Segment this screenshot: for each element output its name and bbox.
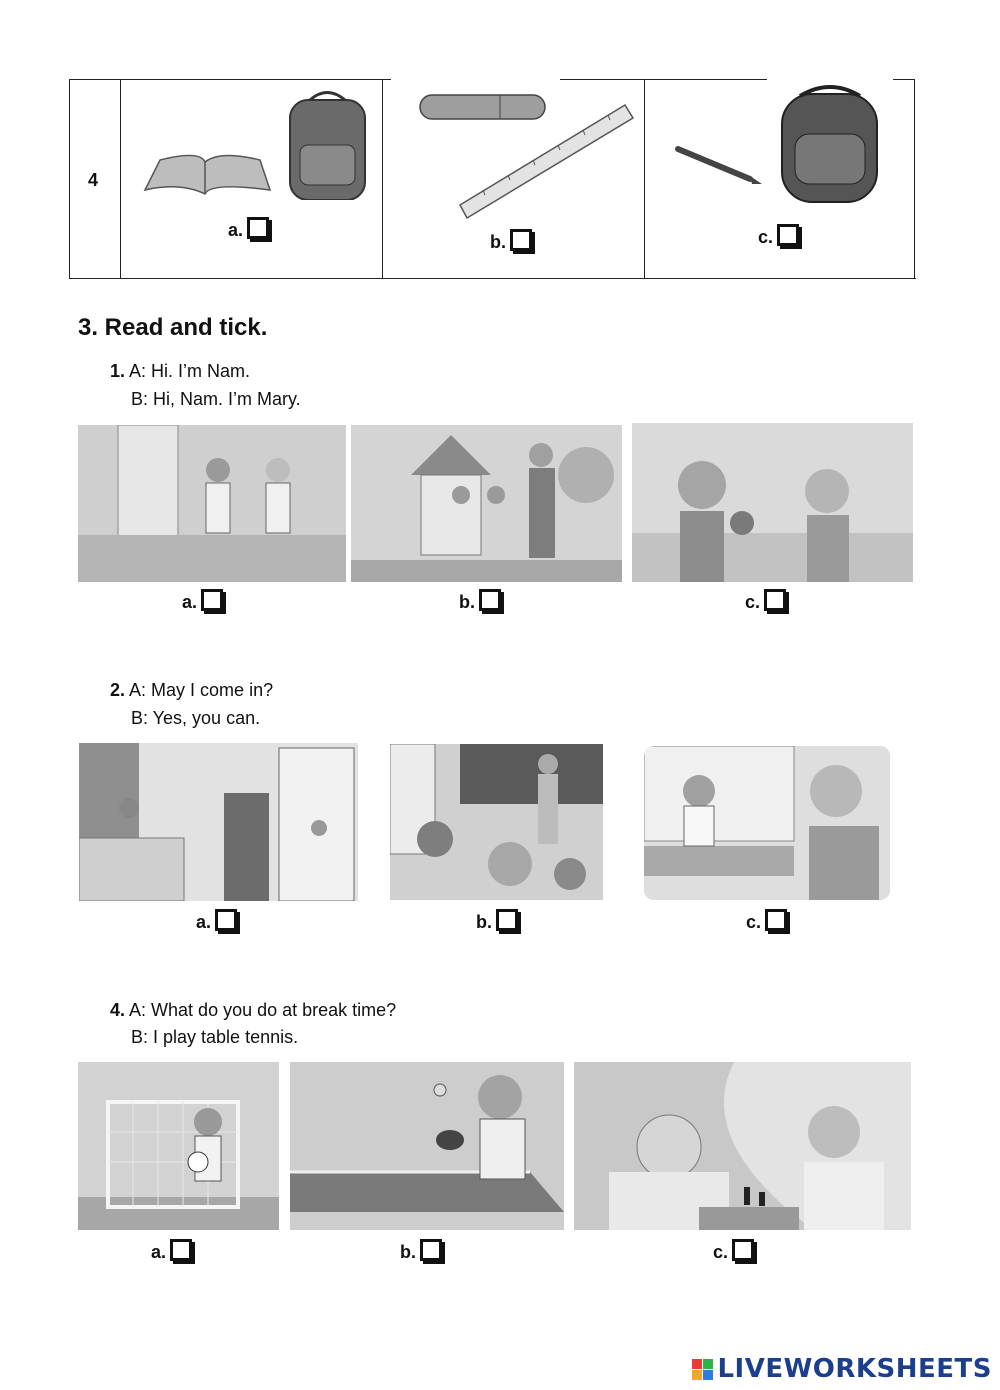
marker-and-ruler-picture xyxy=(415,90,635,220)
tick-box[interactable] xyxy=(479,589,501,611)
tick-box[interactable] xyxy=(764,589,786,611)
tick-box[interactable] xyxy=(496,909,518,931)
picture-1c-boy-and-girl xyxy=(632,423,913,582)
option-label: b. xyxy=(476,912,492,932)
option-label: b. xyxy=(400,1242,416,1262)
picture-4b-table-tennis xyxy=(290,1062,564,1230)
option-label: c. xyxy=(745,592,761,612)
picture-2a-library xyxy=(79,743,358,901)
question-number: 1. xyxy=(110,361,126,381)
option-label: a. xyxy=(151,1242,167,1262)
tick-box[interactable] xyxy=(765,909,787,931)
dialogue-line-a: A: Hi. I’m Nam. xyxy=(129,361,251,381)
q4-option-c[interactable] xyxy=(713,1241,754,1263)
option-label: c. xyxy=(713,1242,729,1262)
dialogue-line-a: A: May I come in? xyxy=(129,680,274,700)
top-option-c[interactable] xyxy=(758,226,799,248)
picture-2b-classroom xyxy=(390,744,603,900)
q1-option-b[interactable] xyxy=(459,591,501,613)
tick-box[interactable] xyxy=(510,229,532,251)
option-label: a. xyxy=(228,220,244,240)
liveworksheets-logo xyxy=(692,1354,992,1384)
option-label: c. xyxy=(746,912,762,932)
picture-2c-boy-at-window xyxy=(644,746,890,900)
question-number: 2. xyxy=(110,680,126,700)
q2-option-a[interactable] xyxy=(196,911,237,933)
tick-box[interactable] xyxy=(247,217,269,239)
pen-and-backpack-picture xyxy=(670,84,880,204)
q1-option-a[interactable] xyxy=(182,591,223,613)
picture-1a-kids-walking xyxy=(78,425,346,582)
tick-box[interactable] xyxy=(732,1239,754,1261)
logo-blocks-icon xyxy=(692,1359,713,1380)
tick-box[interactable] xyxy=(777,224,799,246)
top-option-b[interactable] xyxy=(490,231,532,253)
dialogue-line-b: B: Hi, Nam. I’m Mary. xyxy=(131,389,301,409)
logo-text: LIVEWORKSHEETS xyxy=(717,1354,992,1384)
q2-option-c[interactable] xyxy=(746,911,787,933)
q2-option-b[interactable] xyxy=(476,911,518,933)
picture-4a-football-goal xyxy=(78,1062,279,1230)
tick-box[interactable] xyxy=(215,909,237,931)
option-label: b. xyxy=(490,232,506,252)
tick-box[interactable] xyxy=(420,1239,442,1261)
option-label: c. xyxy=(758,227,774,247)
picture-4c-playing-chess xyxy=(574,1062,911,1230)
dialogue-line-a: A: What do you do at break time? xyxy=(129,1000,397,1020)
row-number: 4 xyxy=(88,170,99,190)
question-number: 4. xyxy=(110,1000,126,1020)
top-option-a[interactable] xyxy=(228,219,269,241)
tick-box[interactable] xyxy=(201,589,223,611)
option-label: b. xyxy=(459,592,475,612)
section-heading: 3. Read and tick. xyxy=(78,314,268,341)
book-and-backpack-picture xyxy=(140,90,370,200)
q1-option-c[interactable] xyxy=(745,591,786,613)
dialogue-line-b: B: I play table tennis. xyxy=(131,1027,299,1047)
option-label: a. xyxy=(196,912,212,932)
q4-option-a[interactable] xyxy=(151,1241,192,1263)
option-label: a. xyxy=(182,592,198,612)
tick-box[interactable] xyxy=(170,1239,192,1261)
picture-1b-kids-with-teacher xyxy=(351,425,622,582)
dialogue-line-b: B: Yes, you can. xyxy=(131,708,261,728)
q4-option-b[interactable] xyxy=(400,1241,442,1263)
